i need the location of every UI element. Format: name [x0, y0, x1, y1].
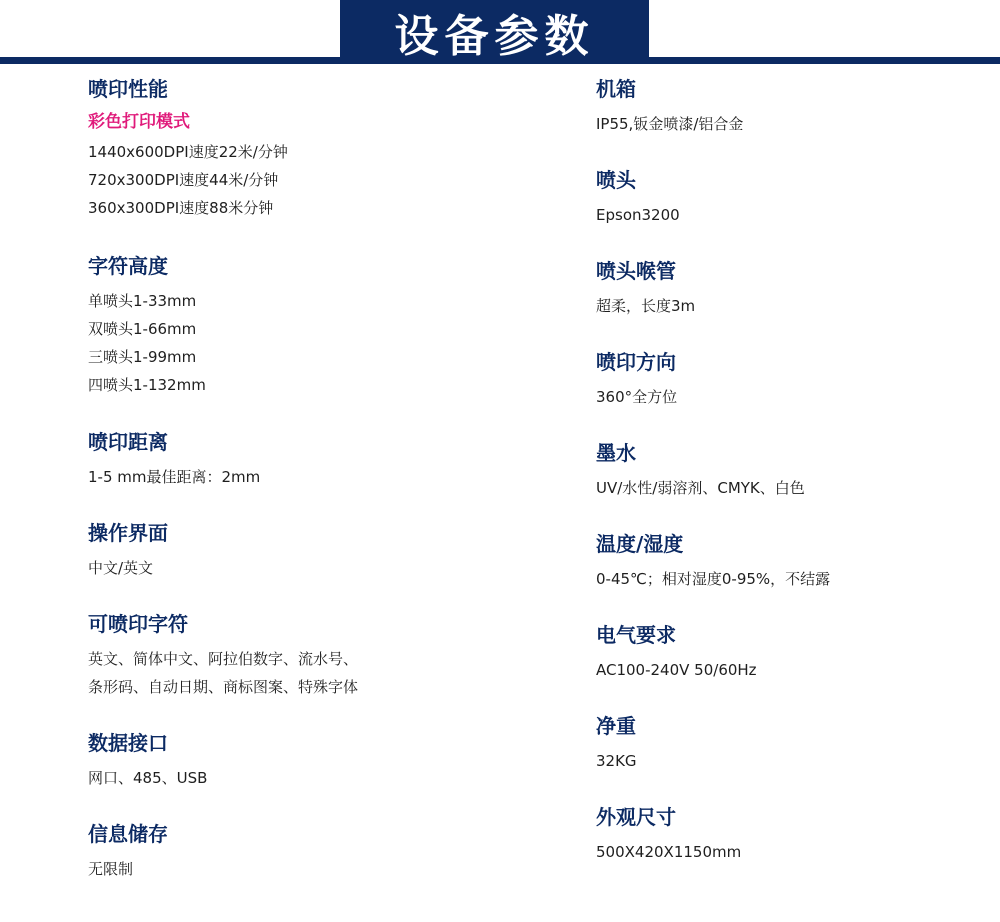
spec-section-printable-characters	[88, 611, 538, 730]
spec-heading: 净重	[596, 714, 636, 738]
spec-value: UV/水性/弱溶剂、CMYK、白色	[596, 479, 805, 497]
spec-value: 32KG	[596, 752, 637, 770]
spec-value: 720x300DPI速度44米/分钟	[88, 171, 279, 189]
spec-value: 三喷头1-99mm	[88, 348, 197, 366]
spec-value: 中文/英文	[88, 559, 154, 577]
spec-heading: 电气要求	[596, 623, 676, 647]
spec-heading: 数据接口	[88, 731, 168, 755]
spec-value: 网口、485、USB	[88, 769, 208, 787]
spec-section-print-performance	[88, 76, 538, 253]
spec-value: 1-5 mm最佳距离：2mm	[88, 468, 261, 486]
spec-heading: 可喷印字符	[88, 612, 188, 636]
spec-value: 0-45℃；相对湿度0-95%，不结露	[596, 570, 831, 588]
spec-value: 1440x600DPI速度22米/分钟	[88, 143, 288, 161]
spec-section-character-height	[88, 253, 538, 429]
spec-value: 500X420X1150mm	[596, 843, 742, 861]
spec-heading: 喷印方向	[596, 350, 676, 374]
spec-heading: 喷印性能	[88, 77, 168, 101]
spec-heading: 喷头喉管	[596, 259, 676, 283]
spec-section-ink	[596, 440, 986, 531]
spec-heading: 操作界面	[88, 521, 168, 545]
spec-section-weight	[596, 713, 986, 804]
spec-section-power	[596, 622, 986, 713]
spec-value: 单喷头1-33mm	[88, 292, 197, 310]
spec-heading: 外观尺寸	[596, 805, 676, 829]
spec-heading: 机箱	[596, 77, 636, 101]
spec-heading: 喷头	[596, 168, 636, 192]
spec-section-interface	[88, 520, 538, 611]
spec-value: 360°全方位	[596, 388, 678, 406]
spec-value: AC100-240V 50/60Hz	[596, 661, 757, 679]
spec-heading: 字符高度	[88, 254, 168, 278]
spec-value: 双喷头1-66mm	[88, 320, 197, 338]
left-spec-column	[88, 76, 538, 883]
spec-section-storage	[88, 821, 538, 883]
spec-section-housing	[596, 76, 986, 167]
spec-section-data-interface	[88, 730, 538, 821]
spec-section-printhead	[596, 167, 986, 258]
spec-value: 英文、简体中文、阿拉伯数字、流水号、	[88, 650, 359, 668]
spec-subheading: 彩色打印模式	[88, 112, 190, 132]
spec-value: 超柔，长度3m	[596, 297, 696, 315]
spec-value: Epson3200	[596, 206, 680, 224]
page-title: 设备参数	[340, 0, 649, 64]
spec-value: IP55,钣金喷漆/铝合金	[596, 115, 744, 133]
spec-value: 360x300DPI速度88米分钟	[88, 199, 274, 217]
spec-section-print-direction	[596, 349, 986, 440]
spec-section-dimensions	[596, 804, 986, 866]
spec-heading: 信息储存	[88, 822, 168, 846]
spec-section-printhead-hose	[596, 258, 986, 349]
spec-value: 条形码、自动日期、商标图案、特殊字体	[88, 678, 359, 696]
right-spec-column	[596, 76, 986, 866]
spec-value: 无限制	[88, 860, 134, 878]
spec-section-print-distance	[88, 429, 538, 520]
spec-heading: 喷印距离	[88, 430, 168, 454]
spec-section-temperature-humidity	[596, 531, 986, 622]
spec-value: 四喷头1-132mm	[88, 376, 206, 394]
spec-heading: 墨水	[596, 441, 636, 465]
spec-heading: 温度/湿度	[596, 532, 684, 556]
